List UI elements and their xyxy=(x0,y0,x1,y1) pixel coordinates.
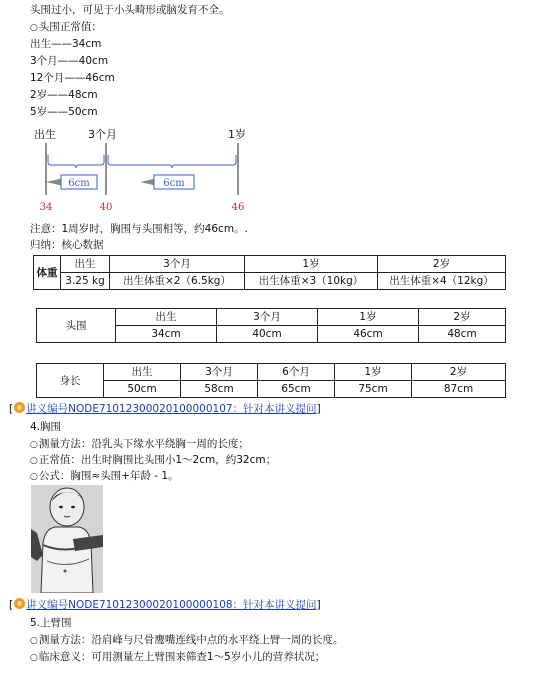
segment-label-2: 6cm xyxy=(163,178,185,189)
weight-cell: 出生体重×2（6.5kg） xyxy=(110,273,245,290)
weight-header: 2岁 xyxy=(378,256,506,273)
intro-text: 头围过小，可见于小头畸形或脑发育不全。 xyxy=(30,4,230,16)
height-header: 6个月 xyxy=(258,364,335,381)
chest-normal: ○ 正常值：出生时胸围比头围小1～2cm，约32cm； xyxy=(30,453,276,468)
weight-header: 出生 xyxy=(61,256,110,273)
head-cell: 34cm xyxy=(116,326,217,343)
chest-measurement-figure xyxy=(31,485,103,593)
height-row-header: 身长 xyxy=(37,364,104,398)
question-link-108-text[interactable]: 讲义编号NODE71012300020100000108：针对本讲义提问 xyxy=(26,599,317,611)
weight-header: 3个月 xyxy=(110,256,245,273)
height-cell: 87cm xyxy=(412,381,506,398)
height-table xyxy=(36,363,506,398)
normal-value-2y: 2岁——48cm xyxy=(30,89,98,101)
question-link-107-text[interactable]: 讲义编号NODE71012300020100000107：针对本讲义提问 xyxy=(26,403,317,415)
height-cell: 75cm xyxy=(335,381,412,398)
chest-formula: ○ 公式：胸围≈头围+年龄 - 1。 xyxy=(30,469,179,484)
arm-method: ○ 测量方法：沿肩峰与尺骨鹰嘴连线中点的水平绕上臂一周的长度。 xyxy=(30,633,343,648)
brace-birth-3m xyxy=(48,155,104,168)
weight-header: 1岁 xyxy=(245,256,378,273)
head-growth-timeline xyxy=(28,125,258,217)
normal-value-3m: 3个月——40cm xyxy=(30,55,109,67)
question-bubble-icon xyxy=(14,402,25,413)
timeline-number-46: 46 xyxy=(231,202,245,213)
height-header: 出生 xyxy=(104,364,181,381)
head-cell: 46cm xyxy=(318,326,419,343)
head-header: 1岁 xyxy=(318,309,419,326)
question-bubble-icon xyxy=(14,598,25,609)
height-cell: 50cm xyxy=(104,381,181,398)
height-header: 3个月 xyxy=(181,364,258,381)
height-header: 2岁 xyxy=(412,364,506,381)
weight-table xyxy=(33,255,506,290)
normal-value-12m: 12个月——46cm xyxy=(30,72,115,84)
normal-value-5y: 5岁——50cm xyxy=(30,106,98,118)
weight-cell: 出生体重×3（10kg） xyxy=(245,273,378,290)
head-header: 出生 xyxy=(116,309,217,326)
timeline-label-3m: 3个月 xyxy=(88,128,117,141)
timeline-label-1y: 1岁 xyxy=(228,128,246,141)
question-link-107[interactable]: [ 讲义编号NODE71012300020100000107：针对本讲义提问] xyxy=(9,403,321,415)
height-cell: 65cm xyxy=(258,381,335,398)
head-cell: 40cm xyxy=(217,326,318,343)
weight-cell: 3.25 kg xyxy=(61,273,110,290)
head-table xyxy=(36,308,506,343)
segment-label-1: 6cm xyxy=(68,178,90,189)
head-header: 3个月 xyxy=(217,309,318,326)
note-text: 注意：1周岁时，胸围与头围相等，约46cm。. xyxy=(30,223,248,235)
head-cell: 48cm xyxy=(419,326,506,343)
timeline-label-birth: 出生 xyxy=(34,128,56,141)
normal-value-birth: 出生——34cm xyxy=(30,38,102,50)
arm-meaning: ○ 临床意义：可用测量左上臂围来筛查1～5岁小儿的营养状况； xyxy=(30,650,325,665)
brace-3m-1y xyxy=(108,155,236,168)
head-header: 2岁 xyxy=(419,309,506,326)
normal-values-title: ○ 头围正常值： xyxy=(30,20,102,35)
weight-cell: 出生体重×4（12kg） xyxy=(378,273,506,290)
chest-method: ○ 测量方法：沿乳头下缘水平绕胸一周的长度； xyxy=(30,437,249,452)
weight-row-header: 体重 xyxy=(34,256,61,290)
timeline-number-34: 34 xyxy=(39,202,53,213)
arm-title: 5.上臂围 xyxy=(30,617,72,629)
height-header: 1岁 xyxy=(335,364,412,381)
height-cell: 58cm xyxy=(181,381,258,398)
summary-title: 归纳：核心数据 xyxy=(30,239,104,251)
head-row-header: 头围 xyxy=(37,309,116,343)
chest-title: 4.胸围 xyxy=(30,421,62,433)
question-link-108[interactable]: [ 讲义编号NODE71012300020100000108：针对本讲义提问] xyxy=(9,599,321,611)
timeline-number-40: 40 xyxy=(99,202,113,213)
